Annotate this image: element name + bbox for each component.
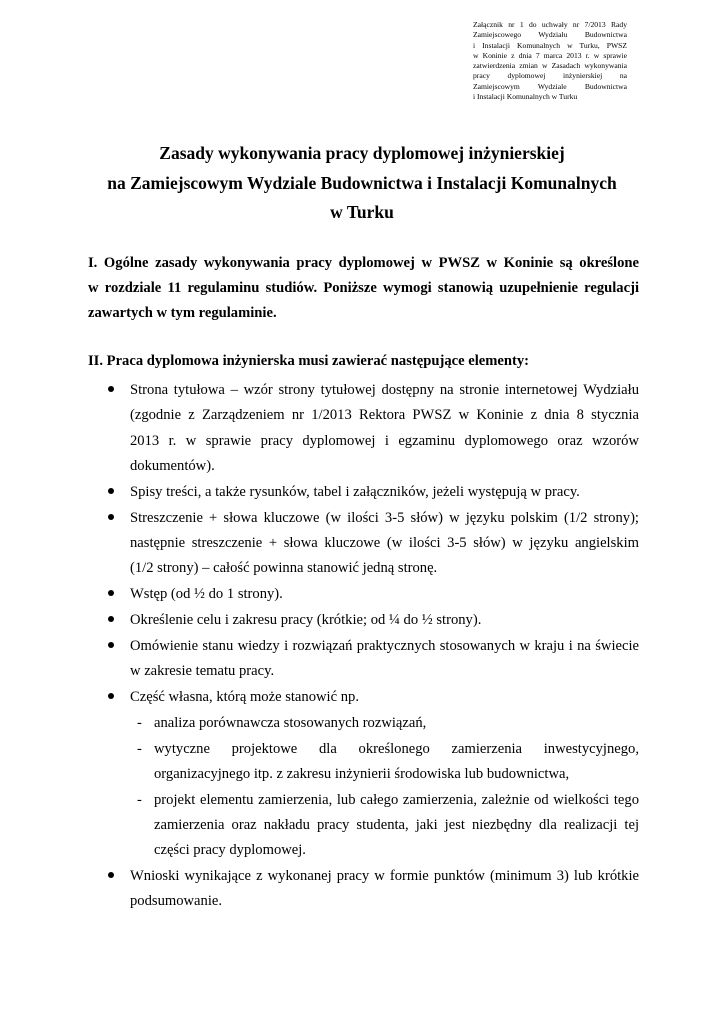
section-1-line: zawartych w tym regulaminie. [88, 305, 277, 321]
sub-item-line: organizacyjnego itp. z zakresu inżynierii środowiska lub budownictwa, [154, 766, 570, 782]
list-item-line: Część własna, którą może stanowić np. [130, 689, 359, 705]
list-item-line: Strona tytułowa – wzór strony tytułowej dostępny na stronie internetowej Wydziału [130, 382, 639, 398]
document-title-line-3: w Turku [330, 202, 394, 222]
bullet-icon [107, 508, 119, 528]
annex-line: Załącznik nr 1 do uchwały nr 7/2013 Rady [473, 20, 627, 29]
list-item-line: następnie streszczenie + słowa kluczowe (w ilości 3-5 słów) w języku angielskim [130, 535, 639, 551]
list-item-line: w zakresie tematu pracy. [130, 663, 275, 679]
annex-line: Zamiejscowym Wydziale Budownictwa [473, 81, 627, 91]
annex-line: pracy dyplomowej inżynierskiej na [473, 71, 627, 81]
bullet-icon [107, 610, 119, 630]
list-item-line: Wnioski wynikające z wykonanej pracy w formie punktów (minimum 3) lub krótkie [130, 868, 639, 884]
sub-item-line: wytyczne projektowe dla określonego zamierzenia inwestycyjnego, [154, 741, 639, 757]
bullet-icon [107, 636, 119, 656]
dash-marker: - [137, 715, 142, 731]
bullet-icon [107, 482, 119, 502]
section-2-heading: II. Praca dyplomowa inżynierska musi zawierać następujące elementy: [88, 353, 529, 369]
list-item-line: 2013 r. w sprawie pracy dyplomowej i egzaminu dyplomowego oraz wzorów [130, 433, 639, 449]
annex-line: w Koninie z dnia 7 marca 2013 r. w sprawie [473, 50, 627, 60]
document-title-line-1: Zasady wykonywania pracy dyplomowej inżynierskiej [159, 143, 565, 163]
annex-line: i Instalacji Komunalnych w Turku [473, 92, 578, 102]
sub-item-line: części pracy dyplomowej. [154, 842, 306, 858]
sub-item-line: analiza porównawcza stosowanych rozwiązań, [154, 715, 427, 731]
list-item-line: Spisy treści, a także rysunków, tabel i załączników, jeżeli występują w pracy. [130, 484, 580, 500]
bullet-icon [107, 687, 119, 707]
annex-line: i Instalacji Komunalnych w Turku, PWSZ [473, 40, 627, 50]
list-item-line: podsumowanie. [130, 893, 223, 909]
list-item-line: Określenie celu i zakresu pracy (krótkie; od ¼ do ½ strony). [130, 612, 482, 628]
annex-note [473, 20, 627, 102]
list-item-line: (zgodnie z Zarządzeniem nr 1/2013 Rektora PWSZ w Koninie z dnia 8 stycznia [130, 407, 639, 423]
list-item-line: Wstęp (od ½ do 1 strony). [130, 586, 283, 602]
list-item-line: Streszczenie + słowa kluczowe (w ilości 3-5 słów) w języku polskim (1/2 strony); [130, 510, 639, 526]
dash-marker: - [137, 792, 142, 808]
sub-item-line: projekt elementu zamierzenia, lub całego zamierzenia, zależnie od wielkości tego [154, 792, 639, 808]
bullet-icon [107, 380, 119, 400]
annex-line: zatwierdzenia zmian w Zasadach wykonywania [473, 61, 627, 71]
list-item-line: dokumentów). [130, 458, 215, 474]
sub-item-line: zamierzenia oraz nakładu pracy studenta, jaki jest niezbędny dla realizacji tej [154, 817, 639, 833]
list-item-line: Omówienie stanu wiedzy i rozwiązań praktycznych stosowanych w kraju i na świecie [130, 638, 639, 654]
dash-marker: - [137, 741, 142, 757]
bullet-icon [107, 584, 119, 604]
document-title-line-2: na Zamiejscowym Wydziale Budownictwa i Instalacji Komunalnych [107, 173, 617, 193]
section-1-line: I. Ogólne zasady wykonywania pracy dyplomowej w PWSZ w Koninie są określone [88, 255, 639, 271]
list-item-line: (1/2 strony) – całość powinna stanowić jedną stronę. [130, 560, 438, 576]
annex-line: Zamiejscowego Wydziału Budownictwa [473, 30, 627, 40]
bullet-icon [107, 866, 119, 886]
section-1-line: w rozdziale 11 regulaminu studiów. Poniższe wymogi stanowią uzupełnienie regulacji [88, 280, 639, 296]
